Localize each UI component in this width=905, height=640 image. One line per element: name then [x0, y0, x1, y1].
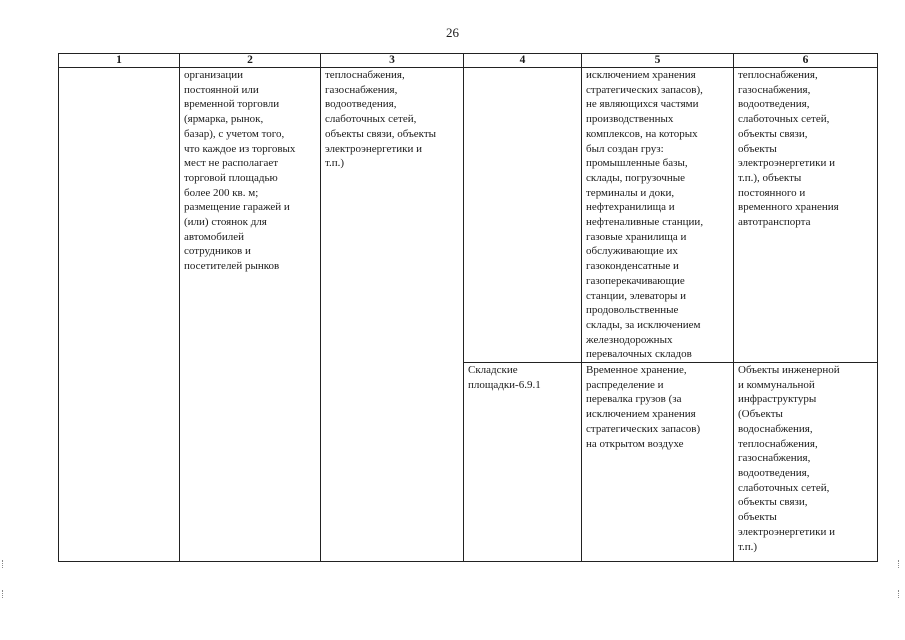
cell-col1: [59, 68, 180, 562]
cell-col6: теплоснабжения, газоснабжения, водоотведения, слаботочных сетей, объекты связи, объекты электроэнергетики и т.п.), объекты постоянного и временного хранения автотранспорта: [734, 68, 878, 363]
scan-artifact: [2, 590, 5, 598]
scan-artifact: [2, 560, 5, 568]
column-header-5: 5: [582, 54, 734, 68]
cell-col5: исключением хранения стратегических запасов), не являющихся частями производственных комплексов, на которых был создан груз: промышленные базы, склады, погрузочные терминалы и доки, нефтехранилища и нефтеналивные станции, газовые хранилища и обслуживающие их газоконденсатные и газоперекачивающие станции, элеваторы и продовольственные склады, за исключением железнодорожных перевалочных складов: [582, 68, 734, 363]
cell-col4-warehouse: Складские площадки-6.9.1: [464, 363, 582, 562]
scan-artifact: [898, 560, 901, 568]
header-row: [59, 54, 878, 68]
land-use-table: [58, 53, 878, 562]
column-header-3: 3: [321, 54, 464, 68]
table-row: [59, 68, 878, 363]
column-header-1: 1: [59, 54, 180, 68]
column-header-4: 4: [464, 54, 582, 68]
cell-col2: организации постоянной или временной торговли (ярмарка, рынок, базар), с учетом того, что каждое из торговых мест не располагает торговой площадью более 200 кв. м; размещение гаражей и (или) стоянок для автомобилей сотрудников и посетителей рынков: [180, 68, 321, 562]
column-header-2: 2: [180, 54, 321, 68]
column-header-6: 6: [734, 54, 878, 68]
cell-col6-warehouse: Объекты инженерной и коммунальной инфраструктуры (Объекты водоснабжения, теплоснабжения, газоснабжения, водоотведения, слаботочных сетей, объекты связи, объекты электроэнергетики и т.п.): [734, 363, 878, 562]
scan-artifact: [898, 590, 901, 598]
cell-col5-warehouse: Временное хранение, распределение и перевалка грузов (за исключением хранения стратегических запасов) на открытом воздухе: [582, 363, 734, 562]
cell-col3: теплоснабжения, газоснабжения, водоотведения, слаботочных сетей, объекты связи, объекты электроэнергетики и т.п.): [321, 68, 464, 562]
page-number: 26: [446, 25, 459, 40]
cell-col4: [464, 68, 582, 363]
